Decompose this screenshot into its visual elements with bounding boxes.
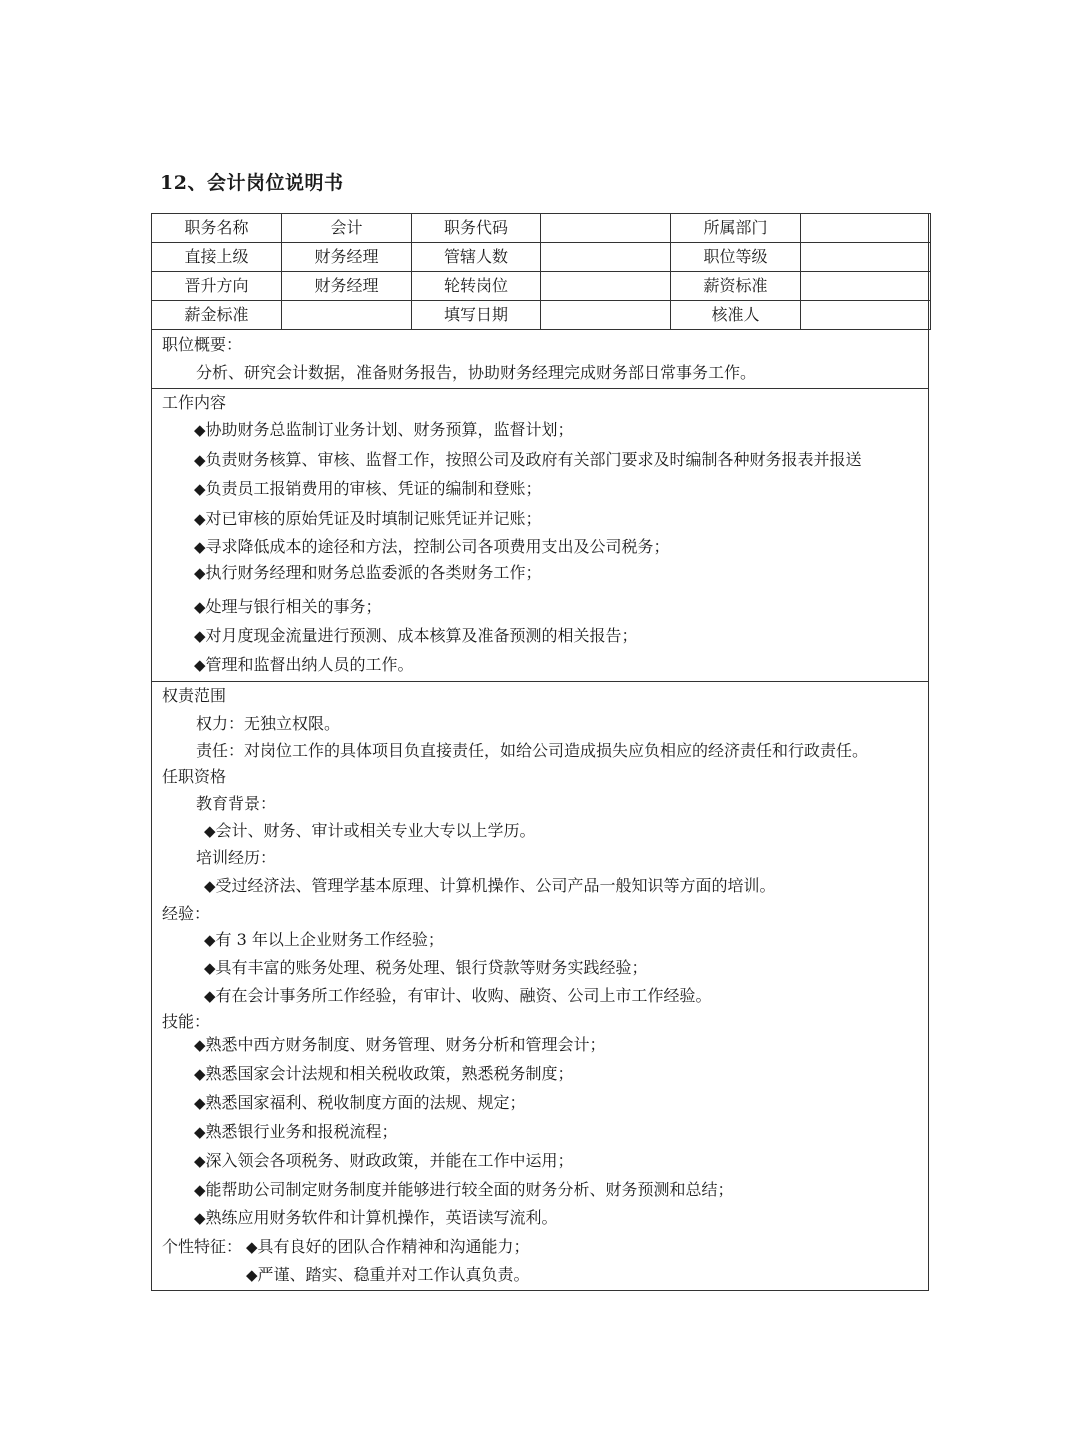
list-item: ◆具有良好的团队合作精神和沟通能力； (246, 1237, 530, 1256)
list-item: ◆深入领会各项税务、财政政策，并能在工作中运用； (194, 1151, 574, 1170)
table-cell: 晋升方向 (152, 272, 282, 301)
diamond-bullet-icon: ◆ (194, 1152, 206, 1170)
table-cell: 财务经理 (282, 272, 412, 301)
diamond-bullet-icon: ◆ (194, 480, 206, 498)
list-item: ◆有在会计事务所工作经验，有审计、收购、融资、公司上市工作经验。 (204, 986, 712, 1005)
list-item: ◆熟悉银行业务和报税流程； (194, 1122, 398, 1141)
authority-responsibility: 责任：对岗位工作的具体项目负直接责任，如给公司造成损失应负相应的经济责任和行政责任。 (196, 741, 869, 760)
table-cell (541, 243, 671, 272)
list-item: ◆寻求降低成本的途径和方法，控制公司各项费用支出及公司税务； (194, 537, 670, 556)
list-item: ◆对已审核的原始凭证及时填制记账凭证并记账； (194, 509, 542, 528)
list-item: ◆具有丰富的账务处理、税务处理、银行贷款等财务实践经验； (204, 958, 648, 977)
education-label: 教育背景： (196, 794, 277, 813)
list-item: ◆负责财务核算、审核、监督工作，按照公司及政府有关部门要求及时编制各种财务报表并报送 (194, 450, 862, 469)
table-cell: 核准人 (671, 301, 801, 330)
list-item: ◆熟练应用财务软件和计算机操作，英语读写流利。 (194, 1208, 558, 1227)
work-label: 工作内容 (162, 393, 227, 412)
diamond-bullet-icon: ◆ (194, 1123, 206, 1141)
diamond-bullet-icon: ◆ (194, 564, 206, 582)
diamond-bullet-icon: ◆ (194, 656, 206, 674)
table-row (152, 272, 931, 301)
list-item: ◆对月度现金流量进行预测、成本核算及准备预测的相关报告； (194, 626, 638, 645)
document-title: 12、会计岗位说明书 (160, 172, 344, 194)
list-item: ◆熟悉中西方财务制度、财务管理、财务分析和管理会计； (194, 1035, 606, 1054)
diamond-bullet-icon: ◆ (204, 931, 216, 949)
table-cell: 会计 (282, 214, 412, 243)
qualification-label: 任职资格 (162, 767, 227, 786)
table-cell: 直接上级 (152, 243, 282, 272)
table-cell: 轮转岗位 (412, 272, 541, 301)
diamond-bullet-icon: ◆ (204, 822, 216, 840)
diamond-bullet-icon: ◆ (194, 627, 206, 645)
table-cell (541, 301, 671, 330)
section-divider (151, 388, 929, 389)
list-item: ◆会计、财务、审计或相关专业大专以上学历。 (204, 821, 536, 840)
diamond-bullet-icon: ◆ (194, 1094, 206, 1112)
list-item: ◆执行财务经理和财务总监委派的各类财务工作； (194, 563, 542, 582)
diamond-bullet-icon: ◆ (194, 1181, 206, 1199)
table-cell: 薪金标准 (152, 301, 282, 330)
skills-label: 技能： (162, 1012, 211, 1031)
table-cell: 填写日期 (412, 301, 541, 330)
diamond-bullet-icon: ◆ (246, 1266, 258, 1284)
diamond-bullet-icon: ◆ (194, 421, 206, 439)
diamond-bullet-icon: ◆ (204, 959, 216, 977)
diamond-bullet-icon: ◆ (194, 1065, 206, 1083)
table-cell: 管辖人数 (412, 243, 541, 272)
table-cell: 所属部门 (671, 214, 801, 243)
list-item: ◆管理和监督出纳人员的工作。 (194, 655, 414, 674)
authority-power: 权力：无独立权限。 (196, 714, 341, 733)
table-row (152, 214, 931, 243)
diamond-bullet-icon: ◆ (204, 877, 216, 895)
table-cell (801, 243, 931, 272)
list-item: ◆严谨、踏实、稳重并对工作认真负责。 (246, 1265, 530, 1284)
list-item: ◆协助财务总监制订业务计划、财务预算，监督计划； (194, 420, 574, 439)
diamond-bullet-icon: ◆ (204, 987, 216, 1005)
list-item: ◆受过经济法、管理学基本原理、计算机操作、公司产品一般知识等方面的培训。 (204, 876, 776, 895)
table-cell (541, 272, 671, 301)
diamond-bullet-icon: ◆ (194, 538, 206, 556)
section-divider (151, 681, 929, 682)
list-item: ◆熟悉国家福利、税收制度方面的法规、规定； (194, 1093, 526, 1112)
list-item: ◆熟悉国家会计法规和相关税收政策，熟悉税务制度； (194, 1064, 574, 1083)
diamond-bullet-icon: ◆ (194, 1036, 206, 1054)
table-cell: 职务代码 (412, 214, 541, 243)
table-cell (801, 301, 931, 330)
experience-label: 经验： (162, 904, 211, 923)
authority-label: 权责范围 (162, 686, 227, 705)
personality-label: 个性特征： (162, 1237, 243, 1256)
overview-text: 分析、研究会计数据，准备财务报告，协助财务经理完成财务部日常事务工作。 (196, 363, 757, 382)
table-cell: 薪资标准 (671, 272, 801, 301)
table-cell (801, 214, 931, 243)
list-item: ◆有 3 年以上企业财务工作经验； (204, 930, 444, 949)
diamond-bullet-icon: ◆ (194, 510, 206, 528)
diamond-bullet-icon: ◆ (194, 1209, 206, 1227)
table-cell: 职位等级 (671, 243, 801, 272)
table-cell: 财务经理 (282, 243, 412, 272)
training-label: 培训经历： (196, 848, 277, 867)
overview-label: 职位概要： (162, 335, 243, 354)
list-item: ◆能帮助公司制定财务制度并能够进行较全面的财务分析、财务预测和总结； (194, 1180, 734, 1199)
table-row (152, 301, 931, 330)
table-cell (282, 301, 412, 330)
table-cell: 职务名称 (152, 214, 282, 243)
diamond-bullet-icon: ◆ (246, 1238, 258, 1256)
list-item: ◆负责员工报销费用的审核、凭证的编制和登账； (194, 479, 542, 498)
diamond-bullet-icon: ◆ (194, 451, 206, 469)
table-row (152, 243, 931, 272)
table-cell (541, 214, 671, 243)
job-info-table (151, 213, 931, 330)
list-item: ◆处理与银行相关的事务； (194, 597, 382, 616)
table-cell (801, 272, 931, 301)
diamond-bullet-icon: ◆ (194, 598, 206, 616)
